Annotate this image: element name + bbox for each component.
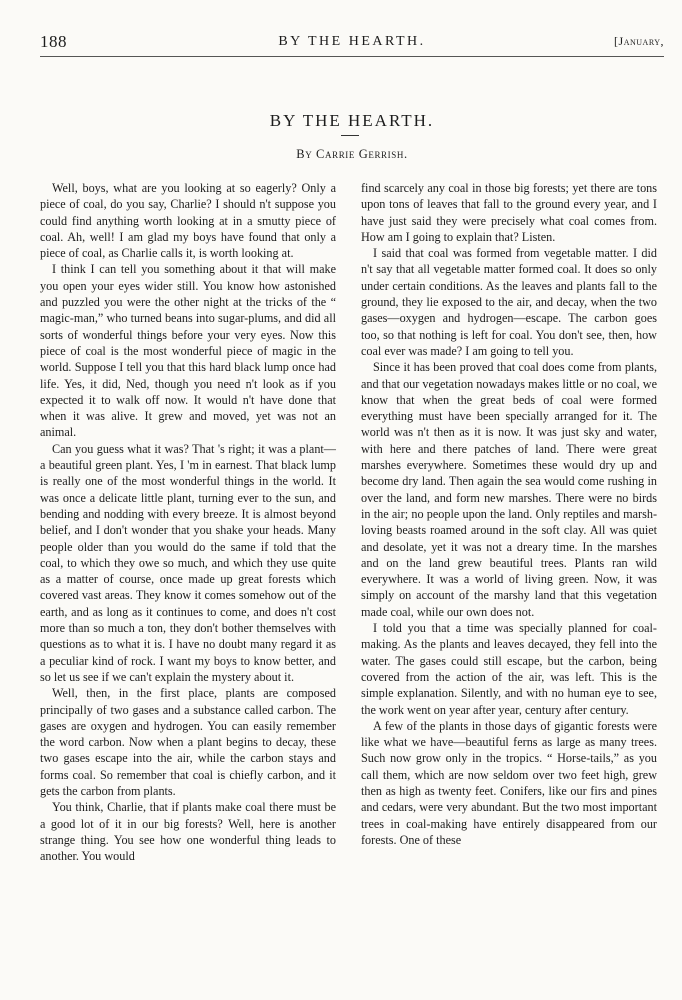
left-column: [40, 180, 336, 864]
paragraph: Well, boys, what are you looking at so eagerly? Only a piece of coal, do you say, Charlie? I should n't suppose you could find anything worth looking at in a smutty piece of coal. Ah, well! I am glad my boys have found that only a piece of coal, as Charlie calls it, is worth looking at.: [40, 181, 336, 261]
running-month: [January,: [614, 34, 664, 48]
byline: By Carrie Gerrish.: [296, 147, 408, 161]
article-title: BY THE HEARTH.: [269, 111, 435, 130]
running-header: [40, 32, 664, 54]
header-rule: [40, 56, 664, 57]
paragraph: Well, then, in the first place, plants are composed principally of two gases and a substance called carbon. The gases are oxygen and hydrogen. You can easily remember the word carbon. Now when a plant begins to decay, these two gases escape into the air, while the carbon stays and forms coal. So remember that coal is chiefly carbon, and it gets the carbon from plants.: [40, 686, 336, 798]
paragraph: Can you guess what it was? That 's right; it was a plant—a beautiful green plant. Yes, I 'm in earnest. That black lump is really one of the most wonderful things in the world. It was once a delicate little plant, turning ever to the sun, and bending and nodding with every breeze. It is almost beyond belief, and I don't wonder that you shake your heads. Many people older than you would do the same if told that the coal, to which they owe so much, and which they use quite as a matter of course, once made up great forests which covered vast areas. They know it comes somehow out of the earth, and as long as it continues to come, and does n't cost more than so much a ton, they don't bother themselves with questions as to what it is. I have no doubt many regard it as a peculiar kind of rock. I want my boys to know better, and so let us see if we can't explain the mystery about it.: [40, 441, 336, 684]
right-column: [361, 180, 657, 848]
paragraph: I said that coal was formed from vegetable matter. I did n't say that all vegetable matter formed coal. It does so only under certain conditions. As the leaves and plants fall to the ground, they lie exposed to the air, and decay, when the two gases—oxygen and hydrogen—escape. The carbon goes too, so that nothing is left for coal. You don't see, then, how coal ever was made? I am going to tell you.: [361, 246, 657, 358]
page-number: 188: [40, 32, 67, 51]
title-rule: [341, 135, 359, 136]
paragraph: I told you that a time was specially planned for coal-making. As the plants and leaves decayed, they fell into the water. The gases could still escape, but the carbon, being covered from the action of the air, was left. This is the simple explanation. Silently, and with no human eye to see, the work went on year after year, century after century.: [361, 621, 657, 717]
paragraph: You think, Charlie, that if plants make coal there must be a good lot of it in our big forests? Well, here is another strange thing. You see how one wonderful thing leads to another. You would: [40, 800, 336, 864]
paragraph: A few of the plants in those days of gigantic forests were like what we have—beautiful ferns as large as many trees. Such now grow only in the tropics. “ Horse-tails,” as you call them, which are now seldom over two feet high, grew then as high as twenty feet. Conifers, like our firs and pines and cedars, were very abundant. But the two most important trees in coal-making have entirely disappeared from our forests. One of these: [361, 718, 657, 847]
paragraph-continued: find scarcely any coal in those big forests; yet there are tons upon tons of leaves that fall to the ground every year, and I have just said they were precisely what coal comes from. How am I going to explain that? Listen.: [361, 181, 657, 244]
paragraph: Since it has been proved that coal does come from plants, and that our vegetation nowadays makes little or no coal, we know that when the great beds of coal were formed everything must have been specially arranged for it. The world was n't then as it is now. It was just sky and water, with here and there patches of land. There were great marshes everywhere. Sometimes these would dry up and become dry land. Then again the sea would come rushing in over the land, and form new marshes. There were no birds in the air; no people upon the land. Only reptiles and marsh-loving beasts roamed around in the soft clay. All was quiet and desolate, yet it was not a dreary time. In the marshes and on the land grew beautiful trees. Plants ran wild everywhere. It was a world of living green. Now, it was simply on account of the marshy land that this vegetation made coal, while our own does not.: [361, 360, 657, 619]
paragraph: I think I can tell you something about it that will make you open your eyes wider still. You know how astonished and puzzled you were the other night at the tricks of the “ magic-man,” who turned beans into sugar-plums, and did all sorts of wonderful things before your very eyes. Now this piece of coal is the most wonderful piece of magic in the world. Suppose I tell you that this hard black lump once had life. Yes, it did, Ned, though you need n't look as if you expected it to walk off now. It would n't have done that when it was alive. It grew and moved, yet was not an animal.: [40, 262, 336, 440]
running-title: BY THE HEARTH.: [278, 34, 426, 49]
